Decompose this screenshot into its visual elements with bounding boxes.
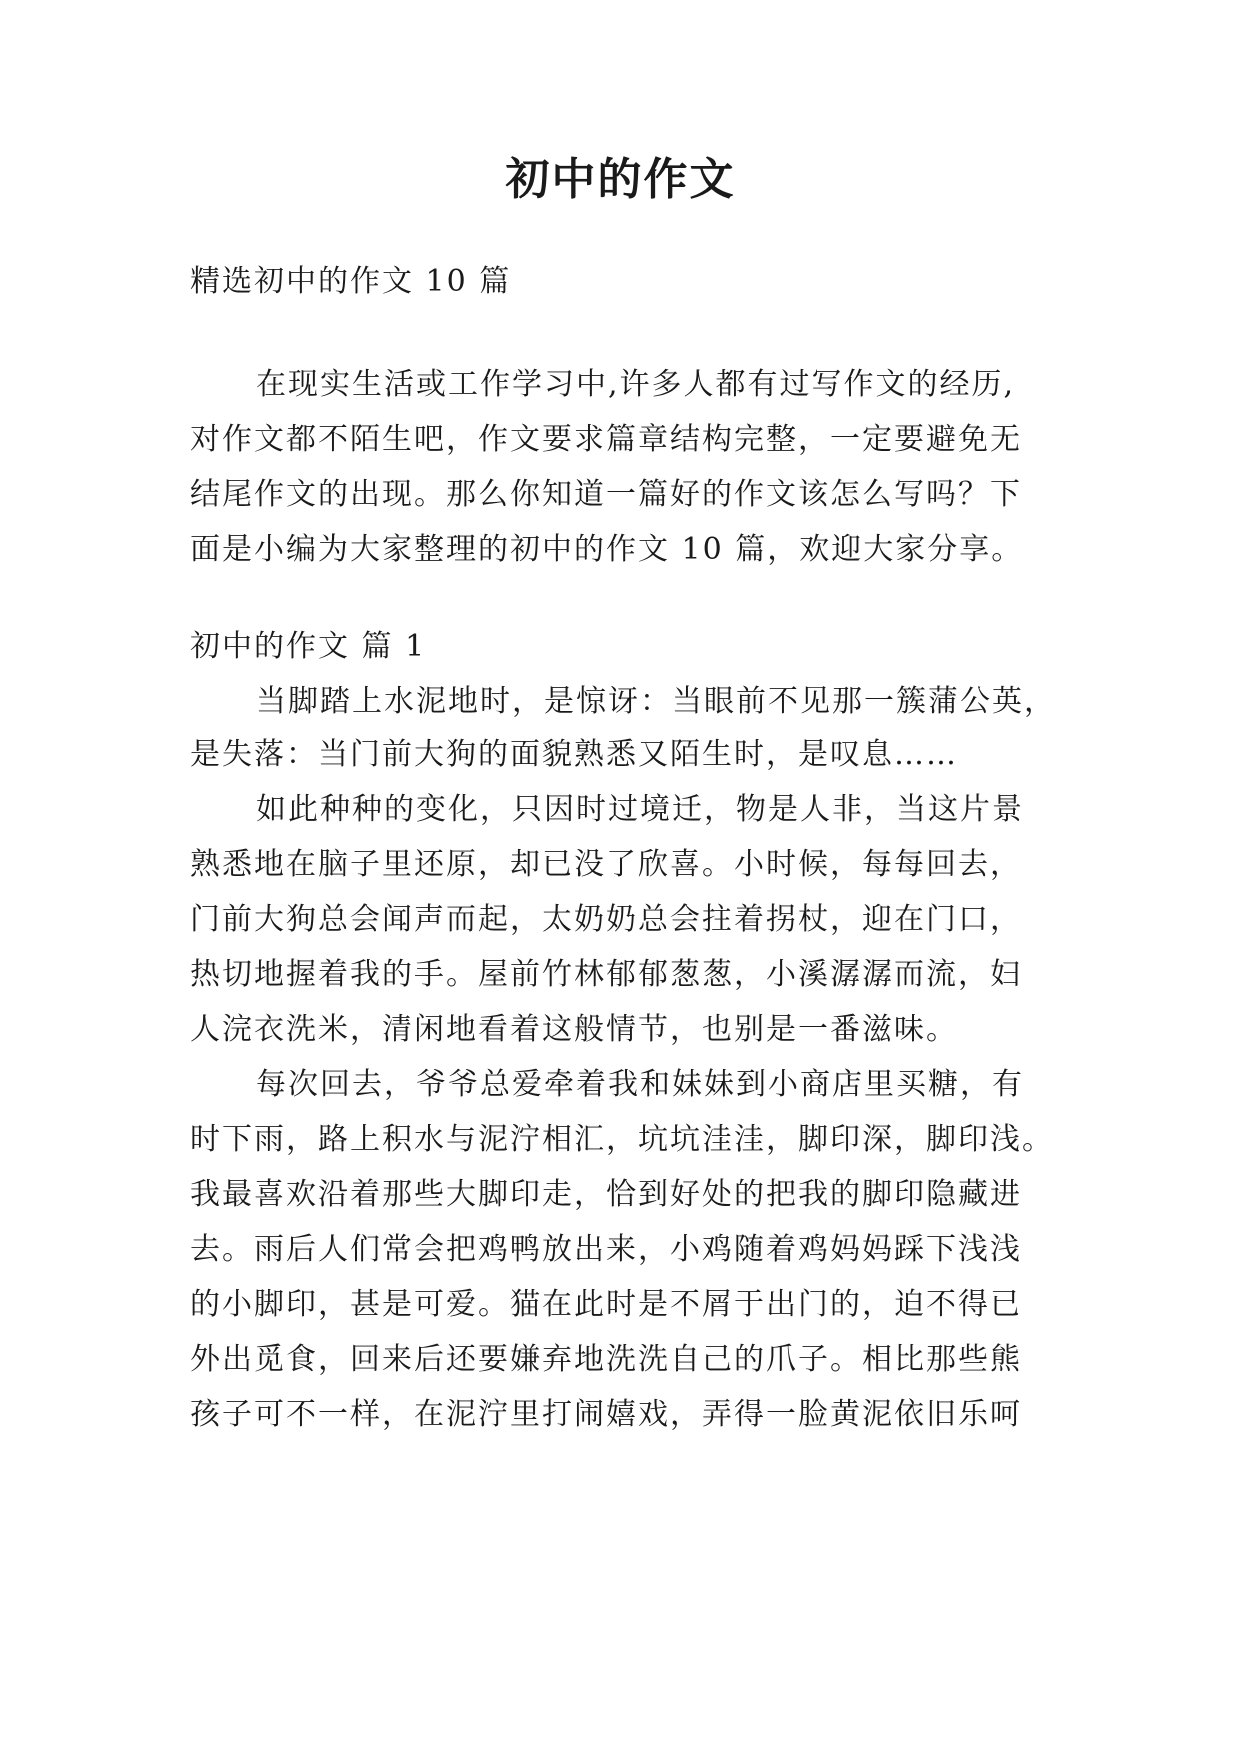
- body-line: 热切地握着我的手。屋前竹林郁郁葱葱，小溪潺潺而流，妇: [190, 957, 1022, 992]
- intro-line: 在现实生活或工作学习中,许多人都有过写作文的经历,: [256, 367, 1016, 402]
- body-line: 我最喜欢沿着那些大脚印走，恰到好处的把我的脚印隐藏进: [190, 1177, 1022, 1212]
- section-heading: 初中的作文 篇 1: [190, 629, 427, 664]
- body-line: 熟悉地在脑子里还原，却已没了欣喜。小时候，每每回去，: [190, 847, 1022, 882]
- body-line: 门前大狗总会闻声而起，太奶奶总会拄着拐杖，迎在门口，: [190, 902, 1022, 937]
- body-line: 孩子可不一样，在泥泞里打闹嬉戏，弄得一脸黄泥依旧乐呵: [190, 1397, 1022, 1432]
- body-line: 时下雨，路上积水与泥泞相汇，坑坑洼洼，脚印深，脚印浅。: [190, 1122, 1054, 1157]
- page-title: 初中的作文: [505, 154, 736, 205]
- body-line: 的小脚印，甚是可爱。猫在此时是不屑于出门的，迫不得已: [190, 1287, 1022, 1322]
- intro-line: 面是小编为大家整理的初中的作文 10 篇，欢迎大家分享。: [190, 532, 1024, 567]
- body-line: 是失落：当门前大狗的面貌熟悉又陌生时，是叹息……: [190, 737, 958, 772]
- body-line: 去。雨后人们常会把鸡鸭放出来，小鸡随着鸡妈妈踩下浅浅: [190, 1232, 1022, 1267]
- body-line: 每次回去，爷爷总爱牵着我和妹妹到小商店里买糖，有: [256, 1067, 1024, 1102]
- subtitle: 精选初中的作文 10 篇: [190, 264, 512, 299]
- intro-line: 结尾作文的出现。那么你知道一篇好的作文该怎么写吗？下: [190, 477, 1022, 512]
- body-line: 人浣衣洗米，清闲地看着这般情节，也别是一番滋味。: [190, 1012, 958, 1047]
- intro-line: 对作文都不陌生吧，作文要求篇章结构完整，一定要避免无: [190, 422, 1022, 457]
- body-line: 如此种种的变化，只因时过境迁，物是人非，当这片景: [256, 792, 1024, 827]
- body-line: 当脚踏上水泥地时，是惊讶：当眼前不见那一簇蒲公英，: [256, 684, 1056, 719]
- body-line: 外出觅食，回来后还要嫌弃地洗洗自己的爪子。相比那些熊: [190, 1342, 1022, 1377]
